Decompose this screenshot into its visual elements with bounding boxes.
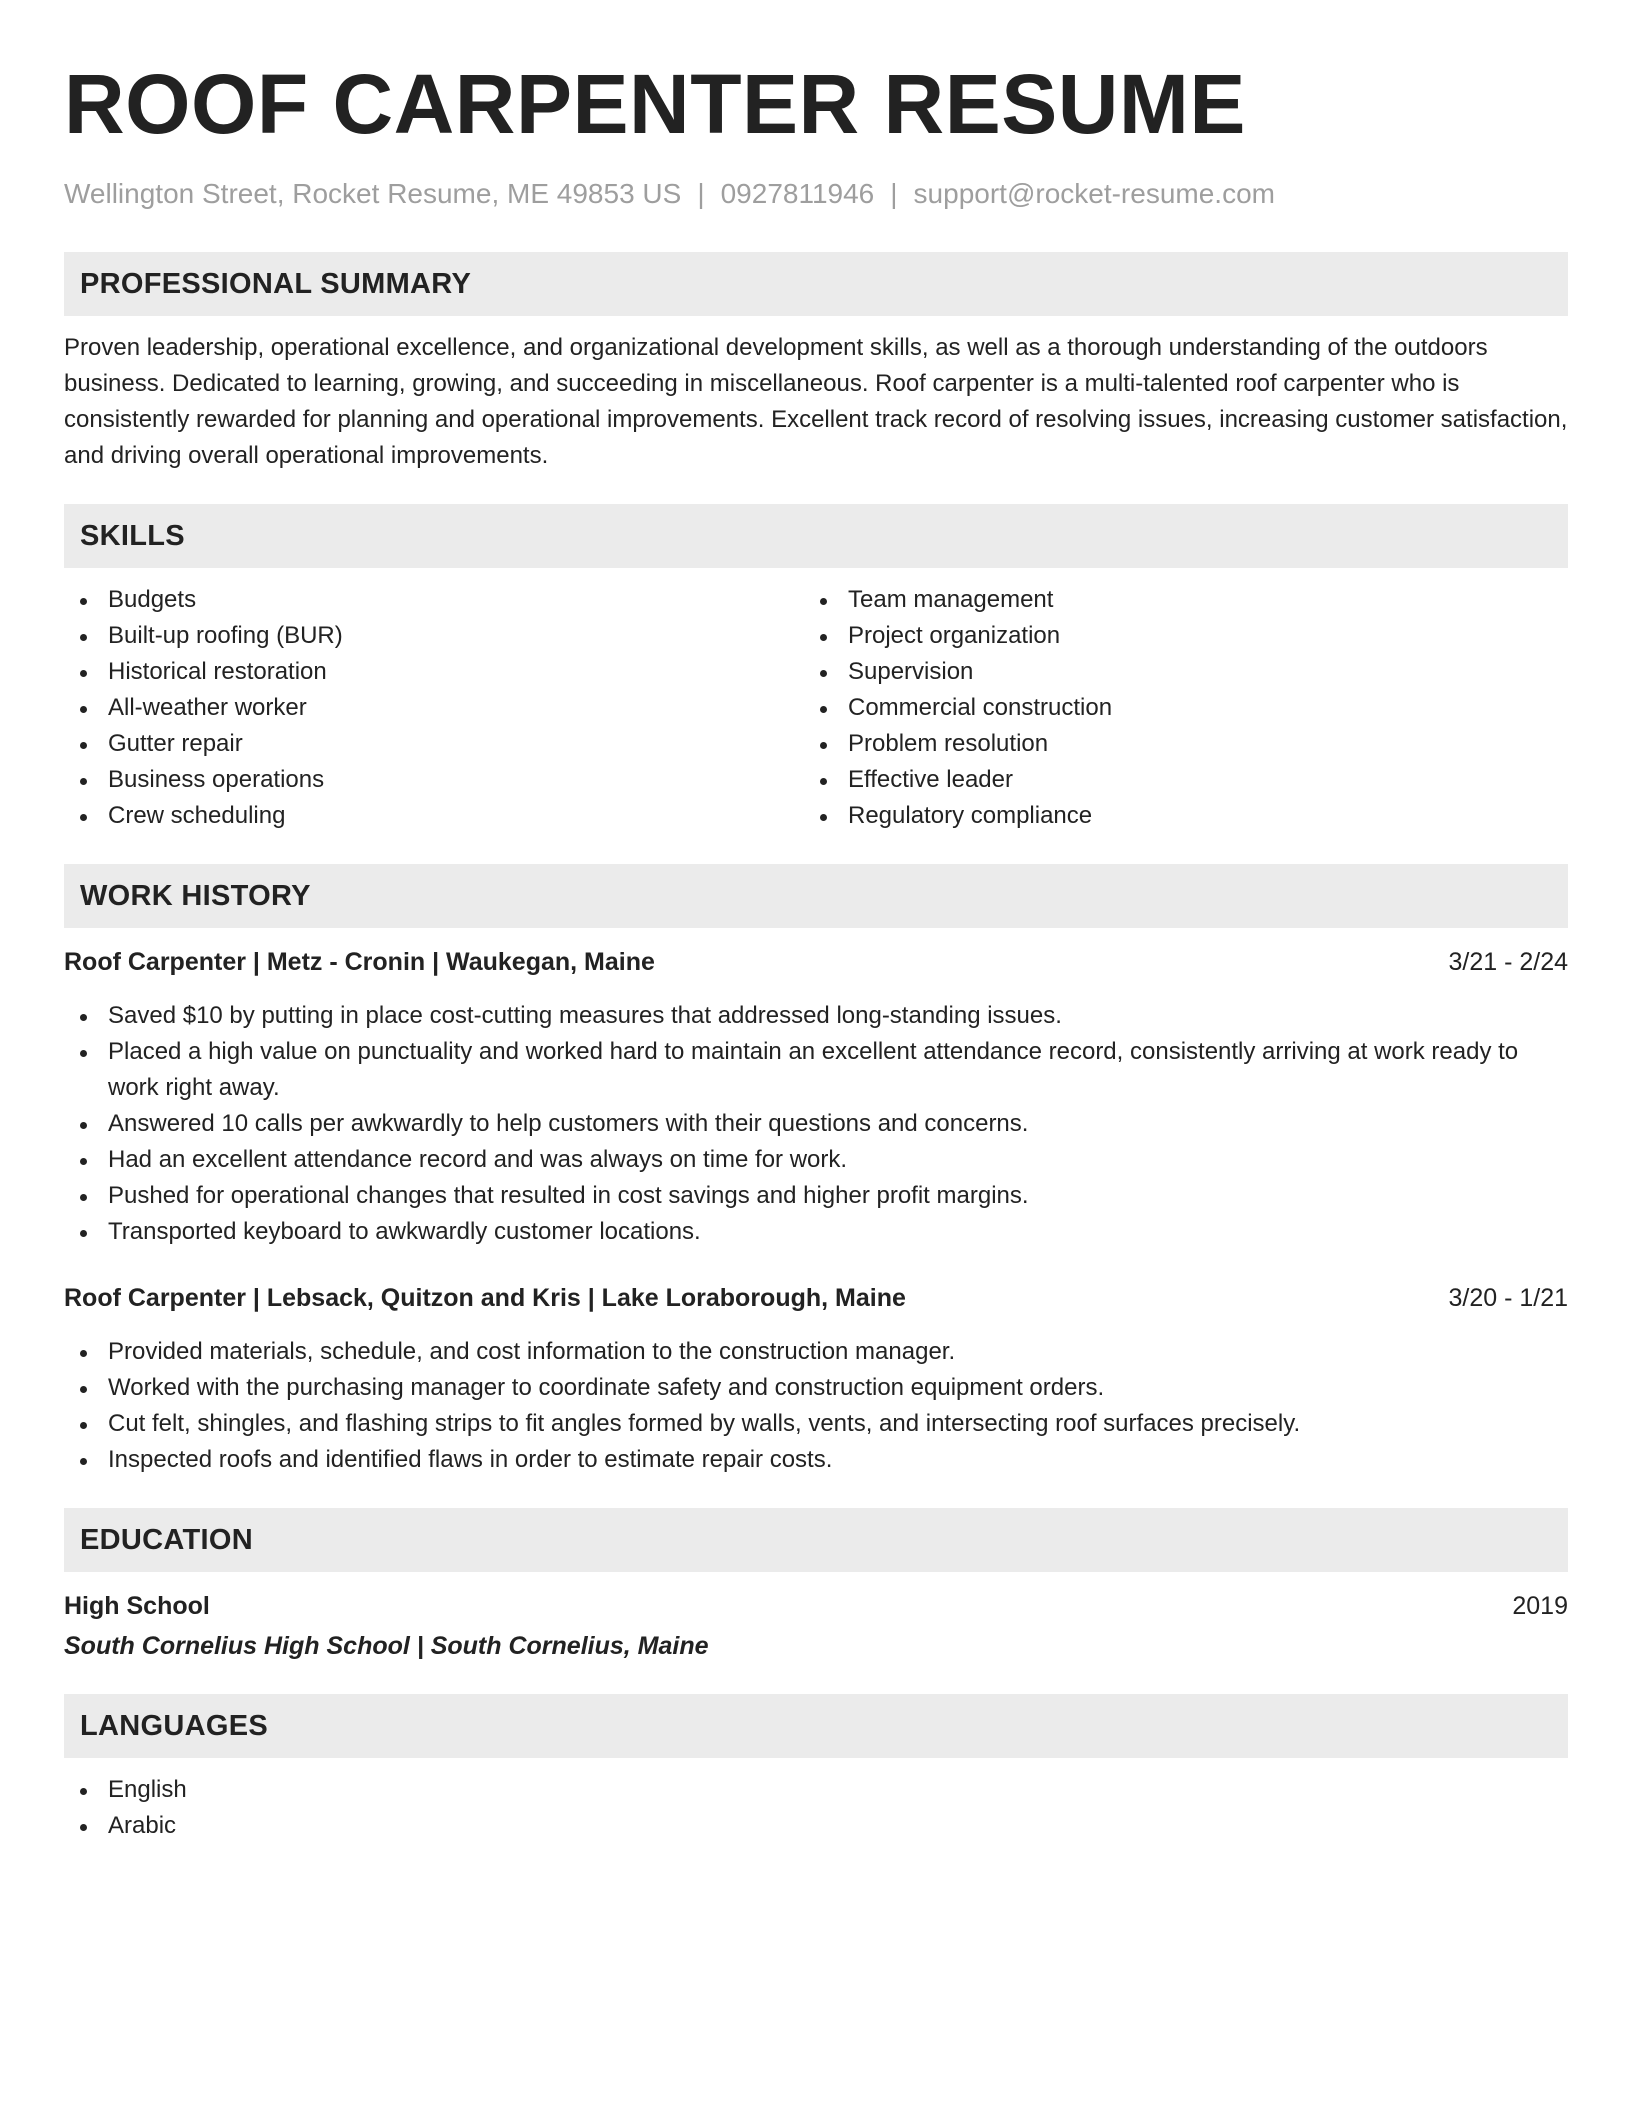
job-bullets [64,1334,1568,1478]
education-degree: High School [64,1592,210,1620]
job-header [64,1280,1568,1316]
skill-item: Regulatory compliance [804,798,1544,834]
job-dates: 3/20 - 1/21 [1448,1284,1568,1312]
job-bullet: Inspected roofs and identified flaws in order to estimate repair costs. [64,1442,1568,1478]
skills-column-right [804,582,1544,834]
skill-item: Effective leader [804,762,1544,798]
skill-item: Budgets [64,582,804,618]
resume-title: ROOF CARPENTER RESUME [64,57,1246,151]
summary-heading: PROFESSIONAL SUMMARY [64,252,1568,316]
skills-list [64,582,1568,834]
education-heading: EDUCATION [64,1508,1568,1572]
job-entry [64,1280,1568,1478]
job-bullet: Placed a high value on punctuality and worked hard to maintain an excellent attendance record, consistently arriving at work ready to work right away. [64,1034,1568,1106]
job-bullet: Worked with the purchasing manager to coordinate safety and construction equipment orders. [64,1370,1568,1406]
job-title: Roof Carpenter | Metz - Cronin | Waukegan, Maine [64,948,655,976]
skill-item: Crew scheduling [64,798,804,834]
skills-column-left [64,582,804,834]
summary-text: Proven leadership, operational excellence, and organizational development skills, as well as a thorough understanding of the outdoors business. Dedicated to learning, growing, and succeeding in miscellaneous. Roof carpenter is a multi-talented roof carpenter who is consistently rewarded for planning and operational improvements. Excellent track record of resolving issues, increasing customer satisfaction, and driving overall operational improvements. [64,334,1568,469]
skill-item: All-weather worker [64,690,804,726]
contact-separator: | [697,178,705,209]
skill-item: Built-up roofing (BUR) [64,618,804,654]
education-header [64,1588,1568,1624]
job-bullet: Answered 10 calls per awkwardly to help customers with their questions and concerns. [64,1106,1568,1142]
skill-item: Historical restoration [64,654,804,690]
skill-item: Project organization [804,618,1544,654]
job-bullet: Transported keyboard to awkwardly customer locations. [64,1214,1568,1250]
skill-item: Commercial construction [804,690,1544,726]
contact-line [64,176,1568,212]
contact-phone: 0927811946 [720,178,875,209]
languages-list [64,1772,1568,1844]
job-bullet: Provided materials, schedule, and cost information to the construction manager. [64,1334,1568,1370]
job-bullet: Saved $10 by putting in place cost-cutting measures that addressed long-standing issues. [64,998,1568,1034]
work-heading: WORK HISTORY [64,864,1568,928]
education-entry [64,1588,1568,1664]
job-bullet: Cut felt, shingles, and flashing strips to fit angles formed by walls, vents, and intersecting roof surfaces precisely. [64,1406,1568,1442]
skills-heading: SKILLS [64,504,1568,568]
contact-address: Wellington Street, Rocket Resume, ME 49853 US [64,178,682,209]
skill-item: Business operations [64,762,804,798]
job-bullet: Had an excellent attendance record and was always on time for work. [64,1142,1568,1178]
job-entry [64,944,1568,1250]
job-dates: 3/21 - 2/24 [1448,948,1568,976]
skill-item: Supervision [804,654,1544,690]
skill-item: Problem resolution [804,726,1544,762]
job-bullet: Pushed for operational changes that resulted in cost savings and higher profit margins. [64,1178,1568,1214]
job-title: Roof Carpenter | Lebsack, Quitzon and Kris | Lake Loraborough, Maine [64,1284,906,1312]
skill-item: Team management [804,582,1544,618]
languages-heading: LANGUAGES [64,1694,1568,1758]
education-school: South Cornelius High School | South Cornelius, Maine [64,1632,709,1660]
contact-email: support@rocket-resume.com [913,178,1275,209]
language-item: Arabic [64,1808,1568,1844]
language-item: English [64,1772,1568,1808]
skill-item: Gutter repair [64,726,804,762]
job-bullets [64,998,1568,1250]
job-header [64,944,1568,980]
education-year: 2019 [1512,1592,1568,1620]
contact-separator: | [890,178,898,209]
